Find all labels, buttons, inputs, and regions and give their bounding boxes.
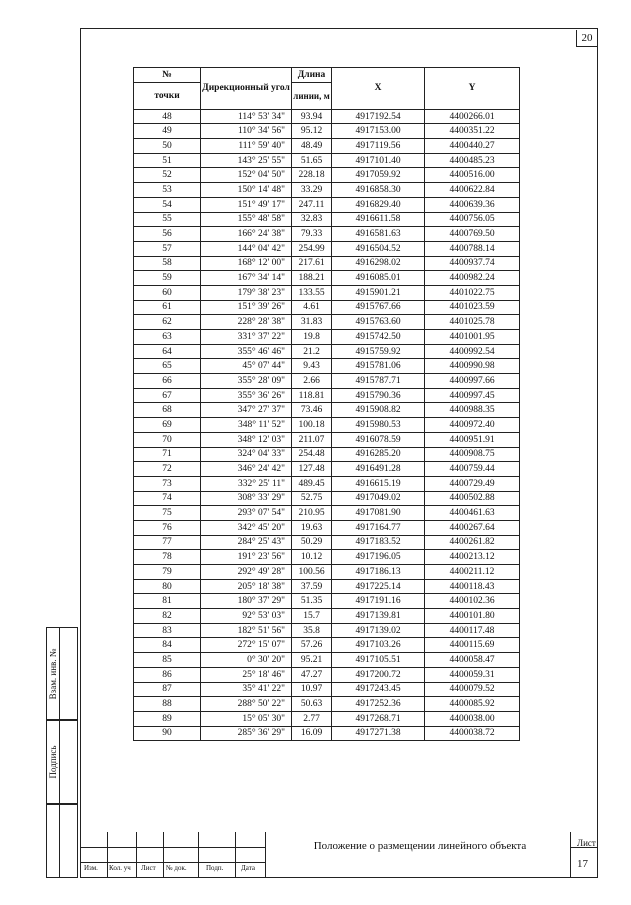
table-row bbox=[134, 520, 520, 535]
table-row bbox=[134, 535, 520, 550]
table-row bbox=[134, 256, 520, 271]
title-block bbox=[80, 832, 598, 878]
cell-x: 4917252.36 bbox=[332, 697, 425, 712]
cell-angle: 15° 05' 30" bbox=[201, 711, 292, 726]
cell-length: 21.2 bbox=[292, 344, 332, 359]
cell-length: 37.59 bbox=[292, 579, 332, 594]
table-row bbox=[134, 139, 520, 154]
cell-length: 217.61 bbox=[292, 256, 332, 271]
cell-length: 50.63 bbox=[292, 697, 332, 712]
cell-angle: 182° 51' 56" bbox=[201, 623, 292, 638]
cell-x: 4915763.60 bbox=[332, 315, 425, 330]
cell-length: 57.26 bbox=[292, 638, 332, 653]
cell-length: 93.94 bbox=[292, 109, 332, 124]
table-row bbox=[134, 197, 520, 212]
table-row bbox=[134, 697, 520, 712]
cell-x: 4916581.63 bbox=[332, 227, 425, 242]
cell-y: 4400951.91 bbox=[425, 432, 520, 447]
cell-x: 4917225.14 bbox=[332, 579, 425, 594]
coordinates-table bbox=[133, 67, 520, 741]
table-row bbox=[134, 682, 520, 697]
table-row bbox=[134, 300, 520, 315]
cell-length: 100.18 bbox=[292, 418, 332, 433]
cell-x: 4916491.28 bbox=[332, 462, 425, 477]
header-y: Y bbox=[425, 68, 520, 110]
cell-point: 61 bbox=[134, 300, 201, 315]
side-block-vzam bbox=[46, 627, 78, 720]
cell-point: 57 bbox=[134, 241, 201, 256]
cell-point: 84 bbox=[134, 638, 201, 653]
table-row bbox=[134, 447, 520, 462]
side-block-inv bbox=[46, 804, 78, 878]
cell-y: 4400102.36 bbox=[425, 594, 520, 609]
cell-y: 4400079.52 bbox=[425, 682, 520, 697]
cell-x: 4915980.53 bbox=[332, 418, 425, 433]
cell-length: 73.46 bbox=[292, 403, 332, 418]
cell-y: 4400937.74 bbox=[425, 256, 520, 271]
cell-point: 75 bbox=[134, 506, 201, 521]
table-row bbox=[134, 403, 520, 418]
cell-x: 4916611.58 bbox=[332, 212, 425, 227]
cell-angle: 355° 28' 09" bbox=[201, 374, 292, 389]
cell-angle: 347° 27' 37" bbox=[201, 403, 292, 418]
header-length-sub: линии, м bbox=[292, 82, 332, 109]
cell-x: 4916085.01 bbox=[332, 271, 425, 286]
cell-point: 73 bbox=[134, 476, 201, 491]
cell-y: 4400118.43 bbox=[425, 579, 520, 594]
cell-x: 4917139.81 bbox=[332, 609, 425, 624]
cell-angle: 155° 48' 58" bbox=[201, 212, 292, 227]
side-label-podpis: Подпись bbox=[48, 745, 58, 779]
cell-length: 9.43 bbox=[292, 359, 332, 374]
cell-y: 4400351.22 bbox=[425, 124, 520, 139]
cell-y: 4400997.66 bbox=[425, 374, 520, 389]
cell-x: 4917196.05 bbox=[332, 550, 425, 565]
cell-x: 4915767.66 bbox=[332, 300, 425, 315]
cell-length: 211.07 bbox=[292, 432, 332, 447]
cell-x: 4917101.40 bbox=[332, 153, 425, 168]
table-row bbox=[134, 609, 520, 624]
table-row bbox=[134, 241, 520, 256]
cell-x: 4917119.56 bbox=[332, 139, 425, 154]
cell-angle: 308° 33' 29" bbox=[201, 491, 292, 506]
cell-point: 54 bbox=[134, 197, 201, 212]
table-row bbox=[134, 667, 520, 682]
table-row bbox=[134, 476, 520, 491]
table-row bbox=[134, 315, 520, 330]
cell-length: 15.7 bbox=[292, 609, 332, 624]
cell-length: 51.35 bbox=[292, 594, 332, 609]
cell-angle: 180° 37' 29" bbox=[201, 594, 292, 609]
table-row bbox=[134, 653, 520, 668]
cell-length: 228.18 bbox=[292, 168, 332, 183]
cell-x: 4915901.21 bbox=[332, 285, 425, 300]
cell-y: 4400117.48 bbox=[425, 623, 520, 638]
cell-point: 62 bbox=[134, 315, 201, 330]
cell-point: 86 bbox=[134, 667, 201, 682]
cell-length: 2.66 bbox=[292, 374, 332, 389]
table-row bbox=[134, 109, 520, 124]
cell-point: 60 bbox=[134, 285, 201, 300]
cell-y: 4400729.49 bbox=[425, 476, 520, 491]
cell-y: 4400769.50 bbox=[425, 227, 520, 242]
cell-point: 83 bbox=[134, 623, 201, 638]
cell-x: 4917105.51 bbox=[332, 653, 425, 668]
stamp-col-kol: Кол. уч bbox=[109, 864, 131, 872]
cell-angle: 0° 30' 20" bbox=[201, 653, 292, 668]
cell-length: 4.61 bbox=[292, 300, 332, 315]
cell-y: 4401025.78 bbox=[425, 315, 520, 330]
cell-y: 4400788.14 bbox=[425, 241, 520, 256]
cell-point: 64 bbox=[134, 344, 201, 359]
cell-y: 4400058.47 bbox=[425, 653, 520, 668]
cell-point: 63 bbox=[134, 330, 201, 345]
cell-y: 4400639.36 bbox=[425, 197, 520, 212]
cell-y: 4400485.23 bbox=[425, 153, 520, 168]
cell-length: 48.49 bbox=[292, 139, 332, 154]
table-body bbox=[134, 109, 520, 741]
cell-angle: 348° 11' 52" bbox=[201, 418, 292, 433]
cell-angle: 324° 04' 33" bbox=[201, 447, 292, 462]
cell-y: 4400622.84 bbox=[425, 183, 520, 198]
cell-length: 100.56 bbox=[292, 565, 332, 580]
cell-angle: 111° 59' 40" bbox=[201, 139, 292, 154]
table-row bbox=[134, 711, 520, 726]
cell-angle: 167° 34' 14" bbox=[201, 271, 292, 286]
header-no: № bbox=[134, 68, 201, 83]
cell-y: 4400440.27 bbox=[425, 139, 520, 154]
stamp-col-data: Дата bbox=[241, 864, 255, 872]
cell-y: 4400038.00 bbox=[425, 711, 520, 726]
cell-x: 4915742.50 bbox=[332, 330, 425, 345]
cell-length: 188.21 bbox=[292, 271, 332, 286]
cell-x: 4916078.59 bbox=[332, 432, 425, 447]
cell-x: 4916504.52 bbox=[332, 241, 425, 256]
stamp-col-doc: № док. bbox=[166, 864, 187, 872]
cell-angle: 151° 49' 17" bbox=[201, 197, 292, 212]
table-row bbox=[134, 212, 520, 227]
cell-point: 53 bbox=[134, 183, 201, 198]
cell-length: 118.81 bbox=[292, 388, 332, 403]
cell-point: 70 bbox=[134, 432, 201, 447]
cell-x: 4917183.52 bbox=[332, 535, 425, 550]
cell-angle: 114° 53' 34" bbox=[201, 109, 292, 124]
cell-angle: 191° 23' 56" bbox=[201, 550, 292, 565]
cell-y: 4400982.24 bbox=[425, 271, 520, 286]
cell-angle: 272° 15' 07" bbox=[201, 638, 292, 653]
cell-y: 4401022.75 bbox=[425, 285, 520, 300]
cell-x: 4917191.16 bbox=[332, 594, 425, 609]
cell-x: 4917164.77 bbox=[332, 520, 425, 535]
cell-length: 50.29 bbox=[292, 535, 332, 550]
cell-angle: 228° 28' 38" bbox=[201, 315, 292, 330]
cell-length: 10.97 bbox=[292, 682, 332, 697]
table-row bbox=[134, 330, 520, 345]
header-no-sub: точки bbox=[134, 82, 201, 109]
cell-length: 32.83 bbox=[292, 212, 332, 227]
cell-x: 4917103.26 bbox=[332, 638, 425, 653]
cell-point: 66 bbox=[134, 374, 201, 389]
cell-point: 59 bbox=[134, 271, 201, 286]
cell-x: 4915781.06 bbox=[332, 359, 425, 374]
cell-angle: 166° 24' 38" bbox=[201, 227, 292, 242]
cell-point: 81 bbox=[134, 594, 201, 609]
cell-length: 79.33 bbox=[292, 227, 332, 242]
cell-y: 4400516.00 bbox=[425, 168, 520, 183]
cell-point: 55 bbox=[134, 212, 201, 227]
cell-point: 52 bbox=[134, 168, 201, 183]
cell-point: 58 bbox=[134, 256, 201, 271]
table-row bbox=[134, 418, 520, 433]
cell-y: 4400085.92 bbox=[425, 697, 520, 712]
cell-x: 4917268.71 bbox=[332, 711, 425, 726]
cell-angle: 348° 12' 03" bbox=[201, 432, 292, 447]
cell-x: 4916298.02 bbox=[332, 256, 425, 271]
cell-length: 133.55 bbox=[292, 285, 332, 300]
cell-y: 4400756.05 bbox=[425, 212, 520, 227]
cell-length: 254.48 bbox=[292, 447, 332, 462]
table-row bbox=[134, 285, 520, 300]
cell-angle: 45° 07' 44" bbox=[201, 359, 292, 374]
cell-x: 4915790.36 bbox=[332, 388, 425, 403]
cell-angle: 346° 24' 42" bbox=[201, 462, 292, 477]
cell-angle: 35° 41' 22" bbox=[201, 682, 292, 697]
cell-x: 4915908.82 bbox=[332, 403, 425, 418]
cell-y: 4400988.35 bbox=[425, 403, 520, 418]
side-label-vzam: Взам. инв. № bbox=[48, 648, 58, 699]
table-row bbox=[134, 506, 520, 521]
cell-length: 33.29 bbox=[292, 183, 332, 198]
table-row bbox=[134, 462, 520, 477]
cell-point: 56 bbox=[134, 227, 201, 242]
cell-x: 4917243.45 bbox=[332, 682, 425, 697]
cell-x: 4915787.71 bbox=[332, 374, 425, 389]
cell-angle: 25° 18' 46" bbox=[201, 667, 292, 682]
cell-length: 10.12 bbox=[292, 550, 332, 565]
cell-point: 68 bbox=[134, 403, 201, 418]
table-row bbox=[134, 565, 520, 580]
cell-length: 489.45 bbox=[292, 476, 332, 491]
cell-x: 4917271.38 bbox=[332, 726, 425, 741]
cell-point: 72 bbox=[134, 462, 201, 477]
cell-point: 85 bbox=[134, 653, 201, 668]
cell-angle: 342° 45' 20" bbox=[201, 520, 292, 535]
cell-point: 78 bbox=[134, 550, 201, 565]
table-row bbox=[134, 183, 520, 198]
cell-angle: 293° 07' 54" bbox=[201, 506, 292, 521]
page-number-top: 20 bbox=[576, 30, 597, 47]
cell-y: 4401023.59 bbox=[425, 300, 520, 315]
cell-angle: 288° 50' 22" bbox=[201, 697, 292, 712]
cell-angle: 332° 25' 11" bbox=[201, 476, 292, 491]
stamp-col-list: Лист bbox=[141, 864, 156, 872]
cell-angle: 110° 34' 56" bbox=[201, 124, 292, 139]
cell-angle: 143° 25' 55" bbox=[201, 153, 292, 168]
table-row bbox=[134, 359, 520, 374]
header-length: Длина bbox=[292, 68, 332, 83]
cell-length: 16.09 bbox=[292, 726, 332, 741]
cell-point: 79 bbox=[134, 565, 201, 580]
cell-angle: 151° 39' 26" bbox=[201, 300, 292, 315]
cell-point: 65 bbox=[134, 359, 201, 374]
cell-point: 82 bbox=[134, 609, 201, 624]
cell-point: 48 bbox=[134, 109, 201, 124]
cell-point: 89 bbox=[134, 711, 201, 726]
table-row bbox=[134, 388, 520, 403]
cell-x: 4917192.54 bbox=[332, 109, 425, 124]
table-row bbox=[134, 344, 520, 359]
cell-angle: 292° 49' 28" bbox=[201, 565, 292, 580]
document-title: Положение о размещении линейного объекта bbox=[313, 840, 527, 852]
cell-length: 31.83 bbox=[292, 315, 332, 330]
cell-point: 69 bbox=[134, 418, 201, 433]
cell-angle: 284° 25' 43" bbox=[201, 535, 292, 550]
cell-x: 4916615.19 bbox=[332, 476, 425, 491]
cell-x: 4916285.20 bbox=[332, 447, 425, 462]
cell-point: 77 bbox=[134, 535, 201, 550]
cell-y: 4400213.12 bbox=[425, 550, 520, 565]
header-x: X bbox=[332, 68, 425, 110]
table-row bbox=[134, 153, 520, 168]
table-row bbox=[134, 124, 520, 139]
cell-length: 2.77 bbox=[292, 711, 332, 726]
cell-length: 127.48 bbox=[292, 462, 332, 477]
cell-point: 90 bbox=[134, 726, 201, 741]
table-row bbox=[134, 623, 520, 638]
cell-x: 4915759.92 bbox=[332, 344, 425, 359]
cell-y: 4400101.80 bbox=[425, 609, 520, 624]
table-row bbox=[134, 726, 520, 741]
cell-point: 74 bbox=[134, 491, 201, 506]
cell-y: 4401001.95 bbox=[425, 330, 520, 345]
cell-x: 4917186.13 bbox=[332, 565, 425, 580]
cell-x: 4917153.00 bbox=[332, 124, 425, 139]
cell-y: 4400115.69 bbox=[425, 638, 520, 653]
table-row bbox=[134, 550, 520, 565]
cell-y: 4400059.31 bbox=[425, 667, 520, 682]
cell-length: 210.95 bbox=[292, 506, 332, 521]
table-row bbox=[134, 374, 520, 389]
table-row bbox=[134, 594, 520, 609]
cell-angle: 152° 04' 50" bbox=[201, 168, 292, 183]
cell-point: 76 bbox=[134, 520, 201, 535]
cell-x: 4917081.90 bbox=[332, 506, 425, 521]
cell-x: 4916829.40 bbox=[332, 197, 425, 212]
cell-length: 95.21 bbox=[292, 653, 332, 668]
cell-x: 4917200.72 bbox=[332, 667, 425, 682]
cell-x: 4916858.30 bbox=[332, 183, 425, 198]
cell-length: 19.63 bbox=[292, 520, 332, 535]
cell-y: 4400908.75 bbox=[425, 447, 520, 462]
sheet-label: Лист bbox=[577, 838, 596, 848]
table-row bbox=[134, 432, 520, 447]
cell-y: 4400211.12 bbox=[425, 565, 520, 580]
cell-length: 254.99 bbox=[292, 241, 332, 256]
cell-length: 95.12 bbox=[292, 124, 332, 139]
cell-angle: 205° 18' 38" bbox=[201, 579, 292, 594]
side-block-podpis bbox=[46, 720, 78, 804]
table-row bbox=[134, 638, 520, 653]
table-row bbox=[134, 271, 520, 286]
header-angle: Дирекционный угол bbox=[201, 68, 292, 110]
cell-angle: 179° 38' 23" bbox=[201, 285, 292, 300]
cell-point: 49 bbox=[134, 124, 201, 139]
cell-x: 4917139.02 bbox=[332, 623, 425, 638]
cell-y: 4400038.72 bbox=[425, 726, 520, 741]
cell-y: 4400461.63 bbox=[425, 506, 520, 521]
cell-point: 71 bbox=[134, 447, 201, 462]
table-row bbox=[134, 227, 520, 242]
cell-length: 19.8 bbox=[292, 330, 332, 345]
cell-length: 247.11 bbox=[292, 197, 332, 212]
cell-angle: 355° 46' 46" bbox=[201, 344, 292, 359]
cell-point: 50 bbox=[134, 139, 201, 154]
cell-length: 35.8 bbox=[292, 623, 332, 638]
cell-x: 4917049.02 bbox=[332, 491, 425, 506]
table-row bbox=[134, 168, 520, 183]
cell-angle: 355° 36' 26" bbox=[201, 388, 292, 403]
cell-point: 67 bbox=[134, 388, 201, 403]
cell-angle: 285° 36' 29" bbox=[201, 726, 292, 741]
cell-y: 4400990.98 bbox=[425, 359, 520, 374]
table-row bbox=[134, 579, 520, 594]
cell-length: 52.75 bbox=[292, 491, 332, 506]
stamp-col-izm: Изм. bbox=[84, 864, 98, 872]
cell-y: 4400261.82 bbox=[425, 535, 520, 550]
cell-length: 51.65 bbox=[292, 153, 332, 168]
sheet-number: 17 bbox=[577, 858, 588, 870]
cell-y: 4400502.88 bbox=[425, 491, 520, 506]
cell-point: 51 bbox=[134, 153, 201, 168]
cell-y: 4400972.40 bbox=[425, 418, 520, 433]
cell-y: 4400759.44 bbox=[425, 462, 520, 477]
cell-angle: 150° 14' 48" bbox=[201, 183, 292, 198]
cell-y: 4400997.45 bbox=[425, 388, 520, 403]
cell-point: 88 bbox=[134, 697, 201, 712]
cell-y: 4400266.01 bbox=[425, 109, 520, 124]
cell-angle: 331° 37' 22" bbox=[201, 330, 292, 345]
cell-point: 87 bbox=[134, 682, 201, 697]
cell-point: 80 bbox=[134, 579, 201, 594]
cell-angle: 92° 53' 03" bbox=[201, 609, 292, 624]
cell-y: 4400267.64 bbox=[425, 520, 520, 535]
cell-y: 4400992.54 bbox=[425, 344, 520, 359]
cell-angle: 168° 12' 00" bbox=[201, 256, 292, 271]
cell-angle: 144° 04' 42" bbox=[201, 241, 292, 256]
cell-length: 47.27 bbox=[292, 667, 332, 682]
cell-x: 4917059.92 bbox=[332, 168, 425, 183]
stamp-col-podp: Подп. bbox=[206, 864, 224, 872]
table-row bbox=[134, 491, 520, 506]
